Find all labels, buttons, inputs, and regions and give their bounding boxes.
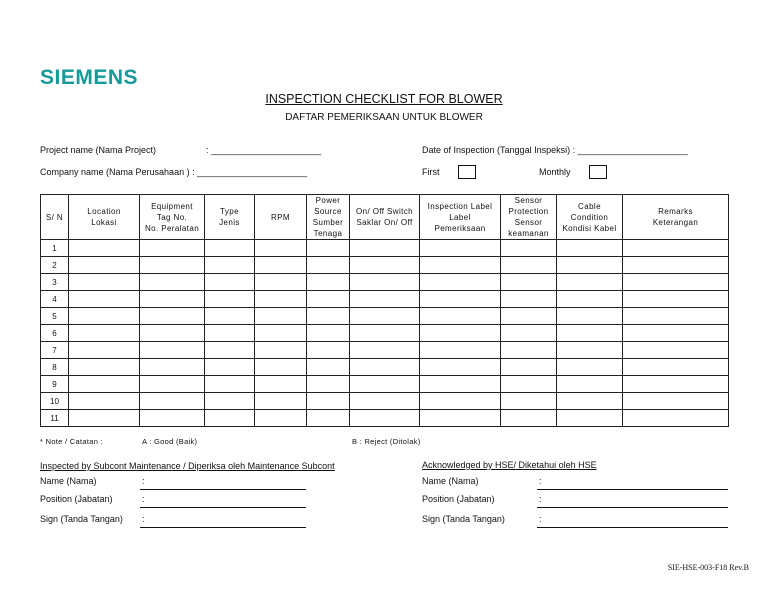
inspected-position-colon: : <box>142 494 145 504</box>
table-cell[interactable] <box>255 325 307 342</box>
table-cell[interactable] <box>350 291 420 308</box>
note-label: * Note / Catatan : <box>40 437 103 446</box>
table-cell[interactable] <box>205 240 255 257</box>
project-name-field[interactable]: : ______________________ <box>206 145 322 155</box>
table-cell[interactable] <box>501 359 557 376</box>
table-cell[interactable] <box>420 393 501 410</box>
table-cell[interactable] <box>501 240 557 257</box>
column-header-line: On/ Off Switch <box>355 207 414 216</box>
column-header-line: Jenis <box>219 218 240 227</box>
note-good: A : Good (Baik) <box>142 437 198 446</box>
column-header <box>501 195 557 240</box>
row-number: 5 <box>41 308 69 325</box>
table-header-row <box>41 195 729 240</box>
column-header-line: Power <box>315 196 341 205</box>
table-cell[interactable] <box>255 257 307 274</box>
table-cell[interactable] <box>140 257 205 274</box>
acknowledged-position-label: Position (Jabatan) <box>422 494 495 504</box>
table-cell[interactable] <box>420 325 501 342</box>
table-cell[interactable] <box>557 291 623 308</box>
column-header-line: Kondisi Kabel <box>562 223 617 233</box>
table-cell[interactable] <box>140 376 205 393</box>
table-cell[interactable] <box>140 240 205 257</box>
table-cell[interactable] <box>623 376 729 393</box>
table-row <box>41 257 729 274</box>
table-cell[interactable] <box>350 393 420 410</box>
table-cell[interactable] <box>420 257 501 274</box>
column-header-line: Tag No. <box>156 212 188 222</box>
form-code: SIE-HSE-003-F18 Rev.B <box>667 563 749 572</box>
table-cell[interactable] <box>623 291 729 308</box>
column-header-line: Location <box>87 207 121 216</box>
table-cell[interactable] <box>140 274 205 291</box>
row-number: 9 <box>41 376 69 393</box>
table-cell[interactable] <box>623 308 729 325</box>
table-cell[interactable] <box>307 410 350 427</box>
table-cell[interactable] <box>557 376 623 393</box>
table-cell[interactable] <box>69 257 140 274</box>
table-cell[interactable] <box>255 240 307 257</box>
table-cell[interactable] <box>307 359 350 376</box>
document-subtitle: DAFTAR PEMERIKSAAN UNTUK BLOWER <box>285 112 483 123</box>
column-header-line: Tenaga <box>313 229 343 238</box>
column-header-line: Cable <box>578 201 601 211</box>
row-number: 3 <box>41 274 69 291</box>
table-cell[interactable] <box>420 308 501 325</box>
table-cell[interactable] <box>623 325 729 342</box>
column-header-line: Saklar On/ Off <box>356 218 413 227</box>
table-cell[interactable] <box>420 240 501 257</box>
table-cell[interactable] <box>307 308 350 325</box>
column-header-line: Sensor <box>514 218 543 227</box>
table-cell[interactable] <box>557 393 623 410</box>
column-header-line: No. Peralatan <box>144 223 200 233</box>
row-number: 6 <box>41 325 69 342</box>
column-header <box>255 195 307 240</box>
column-header-line: Keterangan <box>652 218 699 227</box>
table-cell[interactable] <box>557 274 623 291</box>
row-number: 10 <box>41 393 69 410</box>
acknowledged-sign-colon: : <box>539 514 542 524</box>
table-cell[interactable] <box>623 410 729 427</box>
table-cell[interactable] <box>140 359 205 376</box>
table-cell[interactable] <box>350 308 420 325</box>
acknowledged-sign-label: Sign (Tanda Tangan) <box>422 514 505 524</box>
table-cell[interactable] <box>140 291 205 308</box>
table-cell[interactable] <box>501 410 557 427</box>
table-row <box>41 376 729 393</box>
table-cell[interactable] <box>140 308 205 325</box>
table-cell[interactable] <box>69 410 140 427</box>
document-title-text: INSPECTION CHECKLIST FOR BLOWER <box>265 92 503 106</box>
table-cell[interactable] <box>501 325 557 342</box>
inspected-name-label: Name (Nama) <box>40 476 97 486</box>
table-cell[interactable] <box>350 325 420 342</box>
table-row <box>41 342 729 359</box>
inspected-position-label: Position (Jabatan) <box>40 494 113 504</box>
column-header <box>350 195 420 240</box>
table-cell[interactable] <box>623 257 729 274</box>
table-cell[interactable] <box>307 291 350 308</box>
table-cell[interactable] <box>557 308 623 325</box>
acknowledged-position-line[interactable] <box>537 507 728 508</box>
table-cell[interactable] <box>69 376 140 393</box>
table-cell[interactable] <box>69 274 140 291</box>
table-cell[interactable] <box>255 342 307 359</box>
column-header-line: Inspection Label <box>427 201 493 211</box>
table-cell[interactable] <box>140 325 205 342</box>
column-header <box>41 195 69 240</box>
table-cell[interactable] <box>307 342 350 359</box>
table-cell[interactable] <box>350 240 420 257</box>
table-cell[interactable] <box>557 240 623 257</box>
row-number: 11 <box>41 410 69 427</box>
table-cell[interactable] <box>420 291 501 308</box>
table-body <box>41 240 729 427</box>
inspected-position-line[interactable] <box>140 507 306 508</box>
acknowledged-position-colon: : <box>539 494 542 504</box>
acknowledged-name-line[interactable] <box>537 489 728 490</box>
first-checkbox[interactable] <box>458 165 476 179</box>
column-header-line: Label <box>449 212 471 222</box>
table-cell[interactable] <box>205 376 255 393</box>
company-name-field[interactable]: Company name (Nama Perusahaan ) : ______________________ <box>40 167 308 177</box>
column-header-line: RPM <box>271 212 290 222</box>
acknowledged-name-label: Name (Nama) <box>422 476 479 486</box>
table-cell[interactable] <box>307 240 350 257</box>
acknowledged-sign-line[interactable] <box>537 527 728 528</box>
table-cell[interactable] <box>420 342 501 359</box>
table-cell[interactable] <box>350 376 420 393</box>
table-cell[interactable] <box>307 257 350 274</box>
table-cell[interactable] <box>205 359 255 376</box>
table-cell[interactable] <box>205 393 255 410</box>
table-cell[interactable] <box>69 342 140 359</box>
acknowledged-by-heading: Acknowledged by HSE/ Diketahui oleh HSE <box>422 460 597 470</box>
inspected-name-colon: : <box>142 476 145 486</box>
table-row <box>41 240 729 257</box>
column-header-line: Equipment <box>151 201 193 211</box>
monthly-checkbox[interactable] <box>589 165 607 179</box>
table-cell[interactable] <box>501 376 557 393</box>
table-cell[interactable] <box>350 342 420 359</box>
document-title <box>0 92 768 106</box>
table-cell[interactable] <box>307 393 350 410</box>
table-cell[interactable] <box>623 342 729 359</box>
table-cell[interactable] <box>557 410 623 427</box>
table-cell[interactable] <box>205 410 255 427</box>
table-cell[interactable] <box>350 274 420 291</box>
table-cell[interactable] <box>623 274 729 291</box>
inspected-sign-label: Sign (Tanda Tangan) <box>40 514 123 524</box>
table-cell[interactable] <box>69 393 140 410</box>
table-cell[interactable] <box>501 308 557 325</box>
column-header <box>205 195 255 240</box>
table-cell[interactable] <box>501 342 557 359</box>
table-cell[interactable] <box>69 359 140 376</box>
table-cell[interactable] <box>255 308 307 325</box>
inspected-sign-colon: : <box>142 514 145 524</box>
table-cell[interactable] <box>501 274 557 291</box>
column-header-line: Sumber <box>312 218 344 227</box>
table-cell[interactable] <box>501 257 557 274</box>
table-cell[interactable] <box>205 257 255 274</box>
table-row <box>41 325 729 342</box>
column-header-line: Protection <box>508 207 549 216</box>
table-cell[interactable] <box>307 274 350 291</box>
column-header <box>69 195 140 240</box>
note-reject: B : Reject (Ditolak) <box>352 437 421 446</box>
column-header <box>307 195 350 240</box>
table-row <box>41 410 729 427</box>
table-cell[interactable] <box>205 342 255 359</box>
column-header-line: Remarks <box>658 207 693 216</box>
table-cell[interactable] <box>205 308 255 325</box>
acknowledged-name-colon: : <box>539 476 542 486</box>
table-row <box>41 291 729 308</box>
table-cell[interactable] <box>420 410 501 427</box>
column-header-line: Condition <box>570 212 609 222</box>
table-row <box>41 359 729 376</box>
table-row <box>41 393 729 410</box>
table-cell[interactable] <box>623 393 729 410</box>
inspected-by-heading: Inspected by Subcont Maintenance / Diperiksa oleh Maintenance Subcont <box>40 461 335 471</box>
inspection-table <box>40 194 729 427</box>
row-number: 1 <box>41 240 69 257</box>
inspected-sign-line[interactable] <box>140 527 306 528</box>
table-cell[interactable] <box>557 257 623 274</box>
table-cell[interactable] <box>140 342 205 359</box>
column-header-line: S/ N <box>45 212 64 222</box>
table-cell[interactable] <box>205 274 255 291</box>
table-cell[interactable] <box>140 410 205 427</box>
inspection-date-field[interactable]: Date of Inspection (Tanggal Inspeksi) : ______________________ <box>422 145 688 155</box>
table-cell[interactable] <box>255 393 307 410</box>
table-cell[interactable] <box>557 342 623 359</box>
column-header <box>140 195 205 240</box>
table-cell[interactable] <box>350 359 420 376</box>
column-header-line: Sensor <box>514 196 543 205</box>
first-label: First <box>422 167 440 177</box>
table-cell[interactable] <box>255 410 307 427</box>
row-number: 2 <box>41 257 69 274</box>
column-header-line: Source <box>314 207 342 216</box>
table-cell[interactable] <box>557 359 623 376</box>
table-cell[interactable] <box>140 393 205 410</box>
table-cell[interactable] <box>307 325 350 342</box>
row-number: 8 <box>41 359 69 376</box>
table-cell[interactable] <box>420 376 501 393</box>
column-header <box>420 195 501 240</box>
table-cell[interactable] <box>255 274 307 291</box>
column-header-line: Pemeriksaan <box>434 223 486 233</box>
table-cell[interactable] <box>350 410 420 427</box>
table-cell[interactable] <box>69 291 140 308</box>
column-header-line: keamanan <box>508 229 549 238</box>
column-header <box>623 195 729 240</box>
table-cell[interactable] <box>69 325 140 342</box>
column-header <box>557 195 623 240</box>
table-cell[interactable] <box>557 325 623 342</box>
table-row <box>41 308 729 325</box>
table-cell[interactable] <box>255 359 307 376</box>
table-cell[interactable] <box>623 240 729 257</box>
column-header-line: Type <box>220 207 239 216</box>
table-cell[interactable] <box>350 257 420 274</box>
table-cell[interactable] <box>255 291 307 308</box>
table-cell[interactable] <box>307 376 350 393</box>
table-cell[interactable] <box>69 240 140 257</box>
project-name-label: Project name (Nama Project) <box>40 145 157 155</box>
table-cell[interactable] <box>623 359 729 376</box>
siemens-logo: SIEMENS <box>40 66 139 89</box>
table-cell[interactable] <box>420 359 501 376</box>
row-number: 4 <box>41 291 69 308</box>
table-cell[interactable] <box>205 291 255 308</box>
inspected-name-line[interactable] <box>140 489 306 490</box>
table-cell[interactable] <box>420 274 501 291</box>
table-cell[interactable] <box>69 308 140 325</box>
monthly-label: Monthly <box>539 167 571 177</box>
table-cell[interactable] <box>255 376 307 393</box>
table-cell[interactable] <box>501 291 557 308</box>
row-number: 7 <box>41 342 69 359</box>
table-row <box>41 274 729 291</box>
table-cell[interactable] <box>501 393 557 410</box>
column-header-line: Lokasi <box>91 218 117 227</box>
table-cell[interactable] <box>205 325 255 342</box>
